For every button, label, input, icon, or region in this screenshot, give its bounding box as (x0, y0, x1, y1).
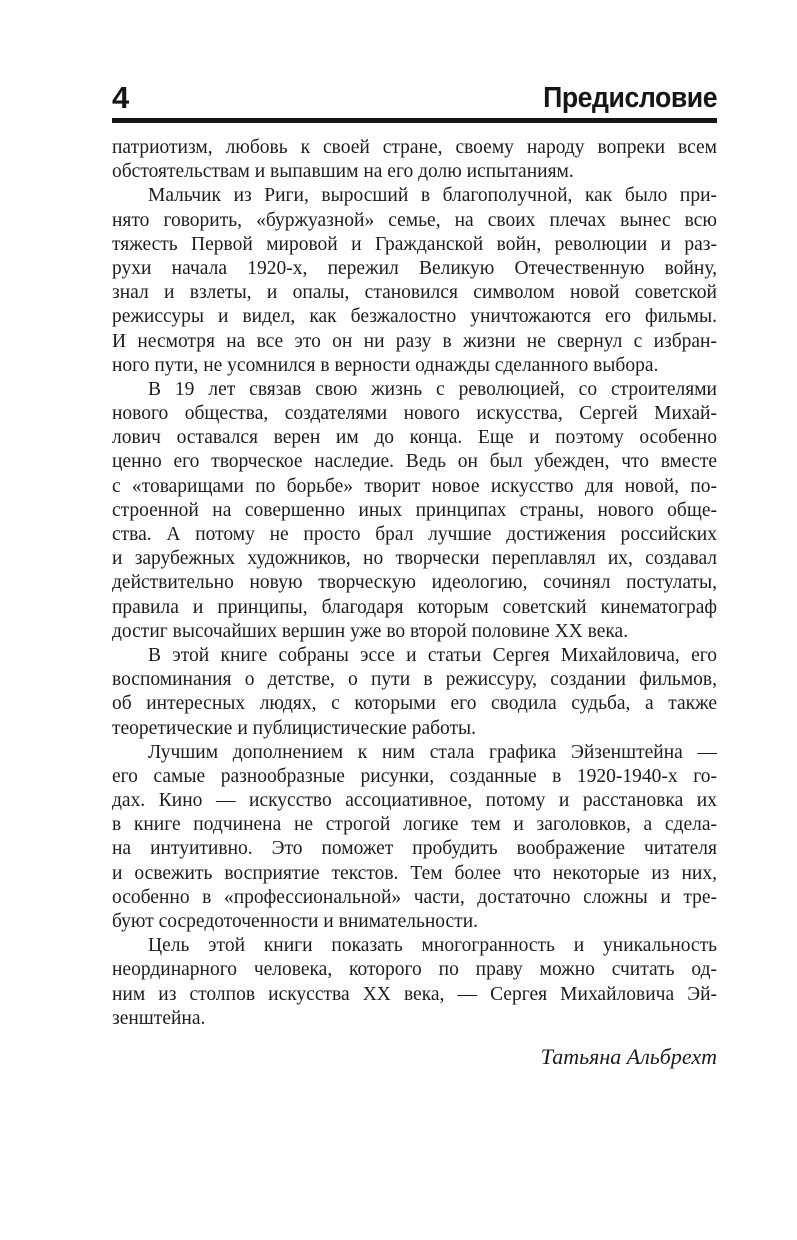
text-line: на интуитивно. Это поможет пробудить воображение читателя (112, 838, 717, 860)
running-head (112, 82, 717, 113)
text-line: В этой книге собраны эссе и статьи Сергея Михайловича, его (148, 644, 717, 666)
text-line: нового общества, создателями нового искусства, Сергей Михай- (112, 403, 717, 425)
text-line: ства. А потому не просто брал лучшие достижения российских (112, 524, 717, 545)
text-line: с «товарищами по борьбе» творит новое искусство для новой, по- (112, 475, 717, 497)
paragraph (112, 644, 717, 741)
text-line: его самые разнообразные рисунки, созданные в 1920-1940-х го- (112, 765, 717, 787)
text-line: тяжесть Первой мировой и Гражданской войн, революции и раз- (112, 233, 717, 255)
text-line: режиссуры и видел, как безжалостно уничтожаются его фильмы. (112, 306, 717, 328)
paragraph (112, 378, 717, 644)
text-line: действительно новую творческую идеологию, сочинял постулаты, (112, 572, 717, 594)
paragraph (112, 136, 717, 184)
text-line: нято говорить, «буржуазной» семье, на своих плечах вынес всю (112, 209, 717, 231)
text-column (112, 136, 717, 1031)
author-signature: Татьяна Альбрехт (540, 1044, 717, 1069)
text-line: строенной на совершенно иных принципах страны, нового обще- (112, 499, 717, 521)
text-line: ного пути, не усомнился в верности однажды сделанного выбора. (112, 354, 659, 376)
text-line: достиг высочайших вершин уже во второй половине XX века. (112, 620, 629, 642)
text-line: и освежить восприятие текстов. Тем более что некоторые из них, (112, 862, 717, 884)
text-line: рухи начала 1920-х, пережил Великую Отечественную войну, (112, 257, 717, 279)
paragraph (112, 934, 717, 1031)
text-line: обстоятельствам и выпавшим на его долю испытаниям. (112, 161, 574, 183)
text-line: неординарного человека, которого по праву можно считать од- (112, 959, 717, 981)
text-line: правила и принципы, благодаря которым советский кинематограф (112, 596, 717, 618)
header-rule (112, 118, 717, 123)
text-line: патриотизм, любовь к своей стране, своему народу вопреки всем (112, 137, 717, 158)
text-line: в книге подчинена не строгой логике тем и заголовков, а сдела- (112, 814, 717, 836)
paragraph (112, 184, 717, 378)
paragraph (112, 741, 717, 935)
page-number: 4 (112, 80, 129, 115)
text-line: В 19 лет связав свою жизнь с революцией, со строителями (148, 378, 717, 400)
text-line: ним из столпов искусства XX века, — Сергея Михайловича Эй- (112, 983, 717, 1005)
text-line: и зарубежных художников, но творчески переплавлял их, создавал (112, 548, 717, 570)
text-line: воспоминания о детстве, о пути в режиссуру, создании фильмов, (112, 669, 717, 691)
text-line: Цель этой книги показать многогранность и уникальность (148, 935, 717, 957)
text-line: И несмотря на все это он ни разу в жизни не свернул с избран- (112, 330, 717, 352)
text-line: об интересных людях, с которыми его сводила судьба, а также (112, 693, 717, 715)
text-line: знал и взлеты, и опалы, становился символом новой советской (112, 282, 717, 304)
text-line: лович оставался верен им до конца. Еще и поэтому особенно (112, 427, 717, 449)
text-line: Лучшим дополнением к ним стала графика Эйзенштейна — (148, 741, 717, 763)
text-line: зенштейна. (112, 1007, 206, 1029)
text-line: дах. Кино — искусство ассоциативное, потому и расстановка их (112, 790, 717, 812)
text-line: ценно его творческое наследие. Ведь он был убежден, что вместе (112, 451, 717, 473)
text-line: буют сосредоточенности и внимательности. (112, 911, 479, 932)
text-line: особенно в «профессиональной» части, достаточно сложны и тре- (112, 886, 717, 908)
chapter-title: Предисловие (543, 82, 717, 114)
text-line: Мальчик из Риги, выросший в благополучной, как было при- (148, 185, 717, 207)
text-line: теоретические и публицистические работы. (112, 717, 477, 739)
